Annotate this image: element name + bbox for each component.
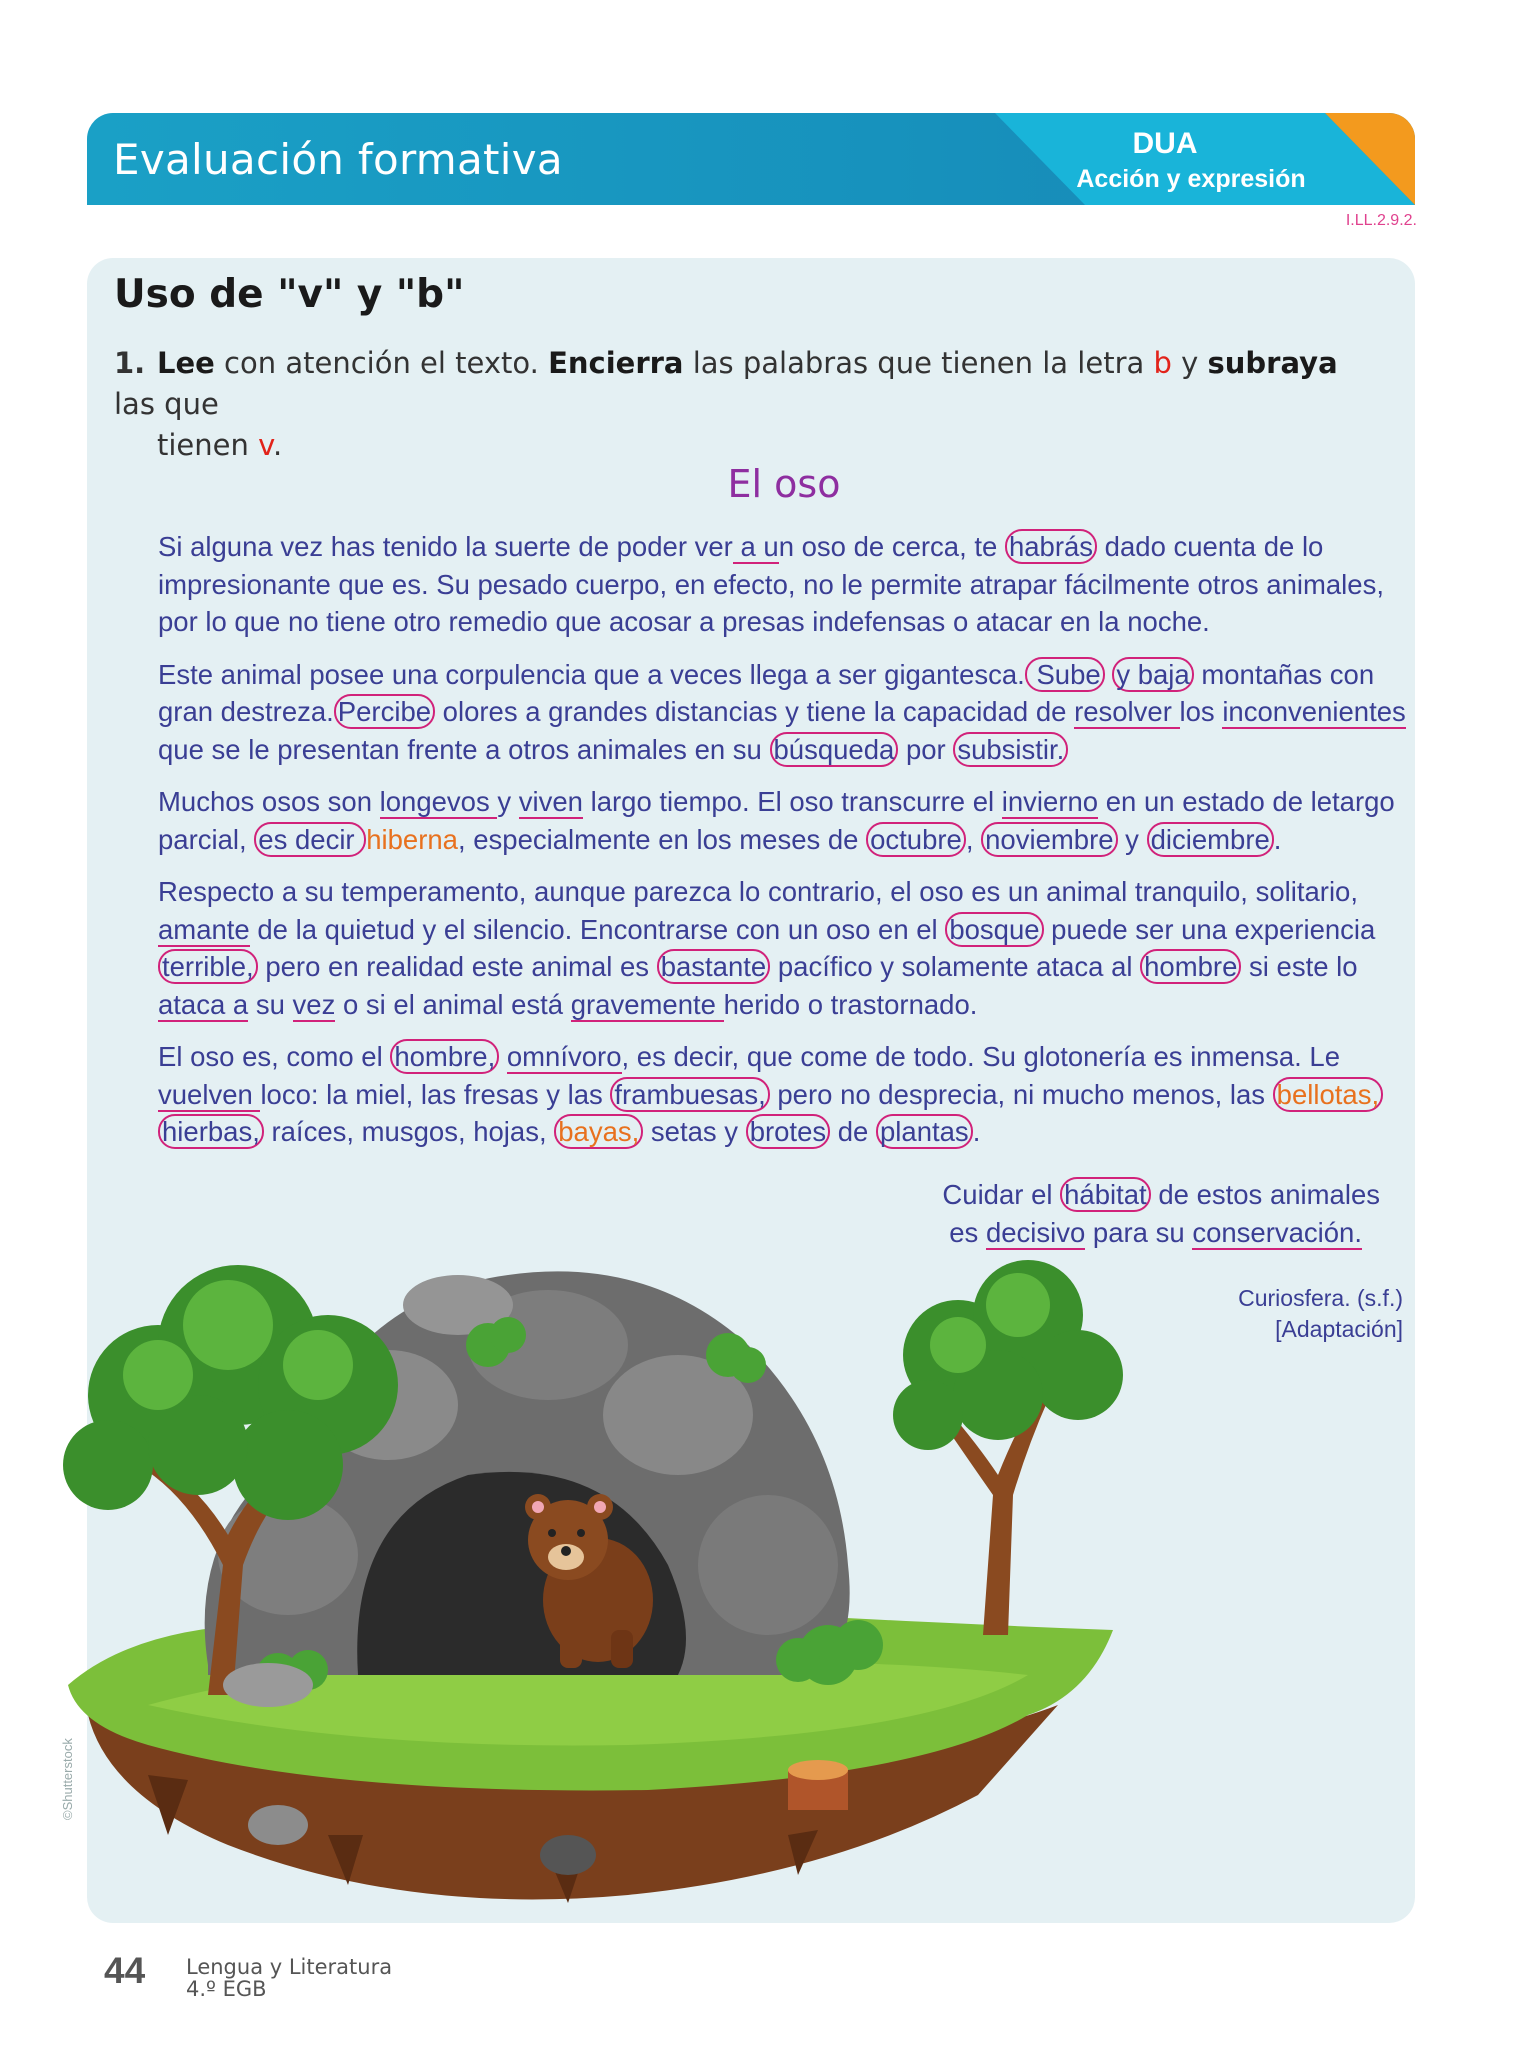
quote-line-1 (880, 1176, 1380, 1214)
subject-name: Lengua y Literatura (186, 1955, 393, 1979)
circled-word[interactable]: hierbas, (158, 1114, 264, 1149)
circled-word[interactable]: bayas, (554, 1114, 643, 1149)
story-text (158, 528, 1413, 1166)
instruction-text: las que (114, 387, 219, 421)
instruction-line-1 (114, 343, 1354, 425)
text: puede ser una experiencia (1043, 913, 1376, 945)
text: y (1117, 823, 1147, 855)
text: los (1179, 696, 1223, 727)
underlined-word[interactable]: vuelven (158, 1078, 261, 1110)
story-paragraph-5 (158, 1038, 1413, 1151)
text: largo tiempo. El oso transcurre el (582, 786, 1002, 817)
text: por (898, 733, 954, 765)
circled-word[interactable]: diciembre (1147, 822, 1274, 857)
text: n oso de cerca, te (778, 531, 1005, 562)
circled-word[interactable]: octubre (866, 822, 966, 857)
instruction-verb-underline: subraya (1207, 346, 1338, 380)
citation (1100, 1283, 1403, 1345)
image-credit: ©Shutterstock (60, 1738, 75, 1820)
text: pacífico y solamente ataca al (770, 951, 1141, 982)
underlined-word[interactable]: a u (732, 531, 779, 562)
circled-word[interactable]: y baja (1112, 657, 1193, 692)
text: , es decir, que come de todo. Su glotonería es inmensa. Le (621, 1041, 1341, 1072)
circled-word[interactable]: es decir (254, 822, 366, 857)
text: su (248, 988, 293, 1020)
text: de (830, 1116, 876, 1147)
text: Cuidar el (942, 1179, 1061, 1210)
text: herido o trastornado. (723, 988, 978, 1020)
dua-panel (995, 113, 1415, 205)
rock (223, 1663, 313, 1707)
underlined-word[interactable]: gravemente (570, 988, 724, 1020)
circled-word[interactable]: hábitat (1060, 1177, 1151, 1212)
underlined-word[interactable]: amante (158, 913, 250, 945)
circled-word[interactable]: bosque (945, 912, 1043, 947)
text: de la quietud y el silencio. Encontrarse con un oso en el (249, 913, 946, 945)
instruction-number: 1. (114, 346, 146, 380)
page-number: 44 (104, 1950, 146, 1991)
dua-title: DUA (1132, 127, 1198, 160)
text: Muchos osos son (158, 786, 380, 817)
underlined-word[interactable]: viven (518, 786, 583, 817)
text: Respecto a su temperamento, aunque parezca lo contrario, el oso es un animal tranquilo, solitario, (158, 876, 1358, 907)
text: . (1273, 823, 1282, 855)
text (499, 1041, 507, 1072)
circled-word[interactable]: frambuesas, (610, 1077, 769, 1112)
text: . (972, 1116, 981, 1147)
text: El oso es, como el (158, 1041, 391, 1072)
story-paragraph-3 (158, 783, 1413, 858)
story-paragraph-1 (158, 528, 1413, 641)
circled-word[interactable]: plantas (876, 1114, 973, 1149)
text: es (949, 1217, 986, 1248)
circled-word[interactable]: habrás (1005, 529, 1097, 564)
text: o si el animal está (335, 988, 571, 1020)
instruction-line-2 (114, 425, 1354, 466)
instruction (114, 343, 1354, 466)
circled-word[interactable]: Sube (1025, 657, 1105, 692)
citation-source: Curiosfera. (s.f.) (1238, 1285, 1403, 1311)
text: para su (1085, 1217, 1193, 1248)
instruction-text: y (1171, 346, 1208, 380)
text: en un estado de letargo parcial, (158, 786, 1395, 855)
underlined-word[interactable]: conservación. (1192, 1217, 1362, 1248)
instruction-verb-circle: Encierra (548, 346, 684, 380)
text: de estos animales (1150, 1179, 1380, 1210)
text: si este lo (1241, 951, 1358, 982)
grade-level: 4.º EGB (186, 1977, 267, 2001)
text: , (965, 823, 982, 855)
text: Si alguna vez has tenido la suerte de poder ver (158, 531, 733, 562)
underlined-word[interactable]: invierno (1001, 786, 1099, 817)
circled-word[interactable]: hombre (1140, 949, 1241, 984)
text: que se le presentan frente a otros animales en su (158, 733, 770, 765)
circled-word[interactable]: búsqueda (770, 732, 899, 767)
text: loco: la miel, las fresas y las (260, 1078, 611, 1110)
underlined-word[interactable]: ataca a (158, 988, 249, 1020)
underlined-word[interactable]: omnívoro (506, 1041, 622, 1072)
letter-v: v (258, 428, 274, 462)
dua-subtitle: Acción y expresión (1076, 165, 1306, 193)
circled-word[interactable]: hombre, (390, 1039, 499, 1074)
section-title: Uso de "v" y "b" (114, 272, 465, 317)
header-banner (87, 113, 1415, 205)
text: y (497, 786, 519, 817)
instruction-text: con atención el texto. (214, 346, 549, 380)
circled-word[interactable]: noviembre (981, 822, 1117, 857)
instruction-verb-read: Lee (157, 346, 215, 380)
cave-bear-illustration (28, 1235, 1128, 1925)
curriculum-code: I.LL.2.9.2. (1345, 212, 1417, 229)
circled-word[interactable]: Percibe (334, 694, 435, 729)
underlined-word[interactable]: longevos (379, 786, 498, 817)
circled-word[interactable]: subsistir. (953, 732, 1068, 767)
text: montañas con gran destreza. (158, 658, 1375, 727)
text: olores a grandes distancias y tiene la capacidad de (435, 696, 1075, 727)
underlined-word[interactable]: inconvenientes (1222, 696, 1406, 727)
story-paragraph-4 (158, 873, 1413, 1023)
instruction-text: . (273, 428, 283, 462)
highlighted-word: hiberna (366, 823, 458, 855)
circled-word[interactable]: brotes (746, 1114, 830, 1149)
footer-subject (186, 1956, 392, 2000)
text: , especialmente en los meses de (457, 823, 867, 855)
text: Este animal posee una corpulencia que a veces llega a ser gigantesca. (158, 658, 1025, 690)
circled-word[interactable]: bellotas, (1273, 1077, 1383, 1112)
text: pero no desprecia, ni mucho menos, las (769, 1078, 1273, 1110)
circled-word[interactable]: terrible, (158, 949, 258, 984)
underlined-word[interactable]: resolver (1074, 696, 1180, 727)
story-paragraph-2 (158, 656, 1413, 769)
text: pero en realidad este animal es (257, 951, 657, 982)
page-title: Evaluación formativa (113, 135, 563, 184)
citation-note: [Adaptación] (1275, 1316, 1403, 1342)
text: setas y (643, 1116, 746, 1147)
instruction-text: tienen (157, 428, 259, 462)
text: raíces, musgos, hojas, (263, 1116, 555, 1147)
circled-word[interactable]: bastante (657, 949, 771, 984)
instruction-text: las palabras que tienen la letra (683, 346, 1154, 380)
underlined-word[interactable]: decisivo (985, 1217, 1086, 1248)
rock (540, 1835, 596, 1875)
letter-b: b (1153, 346, 1172, 380)
rock (248, 1805, 308, 1845)
underlined-word[interactable]: vez (292, 988, 336, 1020)
text: dado cuenta de lo impresionante que es. Su pesado cuerpo, en efecto, no le permite atrapar fácilmente otros animales, por lo que no tiene otro remedio que acosar a presas indefensas o atacar en la noche. (158, 531, 1384, 637)
story-title: El oso (727, 462, 841, 506)
